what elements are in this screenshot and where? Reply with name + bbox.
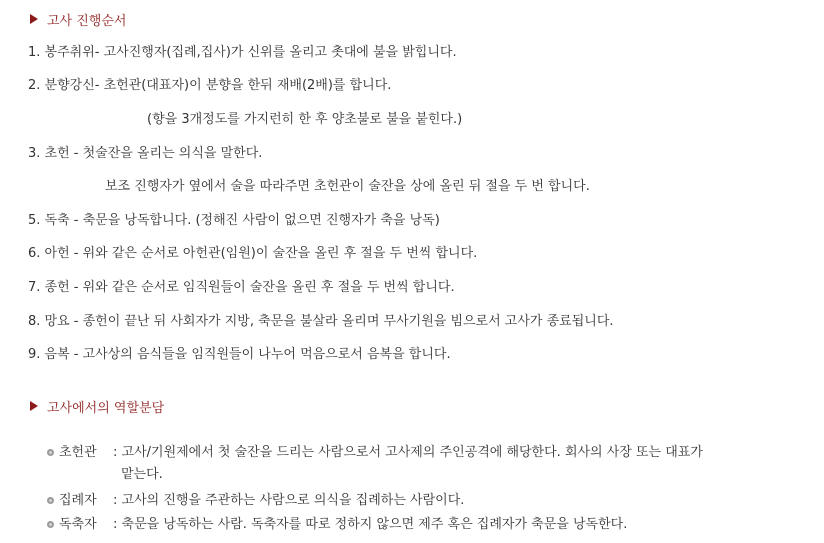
role-desc-continued: 맡는다.: [121, 467, 163, 482]
circle-bullet-icon: [47, 497, 54, 504]
step-item: 9. 음복 - 고사상의 음식들을 임직원들이 나누어 먹음으로서 음복을 합니다.: [28, 347, 451, 362]
circle-bullet-icon: [47, 449, 54, 456]
step-item: 3. 초헌 - 첫술잔을 올리는 의식을 말한다.: [28, 146, 263, 161]
role-desc: : 고사/기원제에서 첫 술잔을 드리는 사람으로서 고사제의 주인공격에 해당한다. 회사의 사장 또는 대표가: [113, 445, 703, 460]
step-item: 7. 종헌 - 위와 같은 순서로 임직원들이 술잔을 올린 후 절을 두 번씩 합니다.: [28, 280, 455, 295]
step-note: 보조 진행자가 옆에서 술을 따라주면 초헌관이 술잔을 상에 올린 뒤 절을 두 번 합니다.: [105, 179, 590, 194]
role-term: 집례자: [59, 493, 97, 508]
role-desc: : 고사의 진행을 주관하는 사람으로 의식을 집례하는 사람이다.: [113, 493, 465, 508]
step-item: 2. 분향강신- 초헌관(대표자)이 분향을 한뒤 재배(2배)를 합니다.: [28, 78, 392, 93]
step-item: 5. 독축 - 축문을 낭독합니다. (정해진 사람이 없으면 진행자가 축을 낭독): [28, 213, 440, 228]
section-title-roles: [30, 398, 164, 414]
role-desc: : 축문을 낭독하는 사람. 독축자를 따로 정하지 않으면 제주 혹은 집례자가 축문을 낭독한다.: [113, 517, 628, 532]
step-note: (향을 3개정도를 가지런히 한 후 양초불로 불을 붙힌다.): [147, 112, 463, 127]
section-title-text: 고사에서의 역할분담: [47, 400, 165, 416]
role-term: 초헌관: [59, 445, 97, 460]
section-title-text: 고사 진행순서: [47, 13, 127, 29]
step-item: 8. 망요 - 종헌이 끝난 뒤 사회자가 지방, 축문을 불살라 올리며 무사기원을 빔으로서 고사가 종료됩니다.: [28, 314, 614, 329]
role-item: [47, 490, 807, 512]
step-item: 1. 봉주취위- 고사진행자(집례,집사)가 신위를 올리고 촛대에 불을 밝힙니다.: [28, 45, 457, 60]
step-item: 6. 아헌 - 위와 같은 순서로 아헌관(임원)이 술잔을 올린 후 절을 두 번씩 합니다.: [28, 246, 478, 261]
triangle-bullet-icon: [30, 401, 38, 411]
role-item: [47, 514, 807, 536]
role-term: 독축자: [59, 517, 97, 532]
circle-bullet-icon: [47, 521, 54, 528]
section-title-procedure: [30, 11, 126, 27]
role-item: [47, 442, 807, 486]
triangle-bullet-icon: [30, 14, 38, 24]
